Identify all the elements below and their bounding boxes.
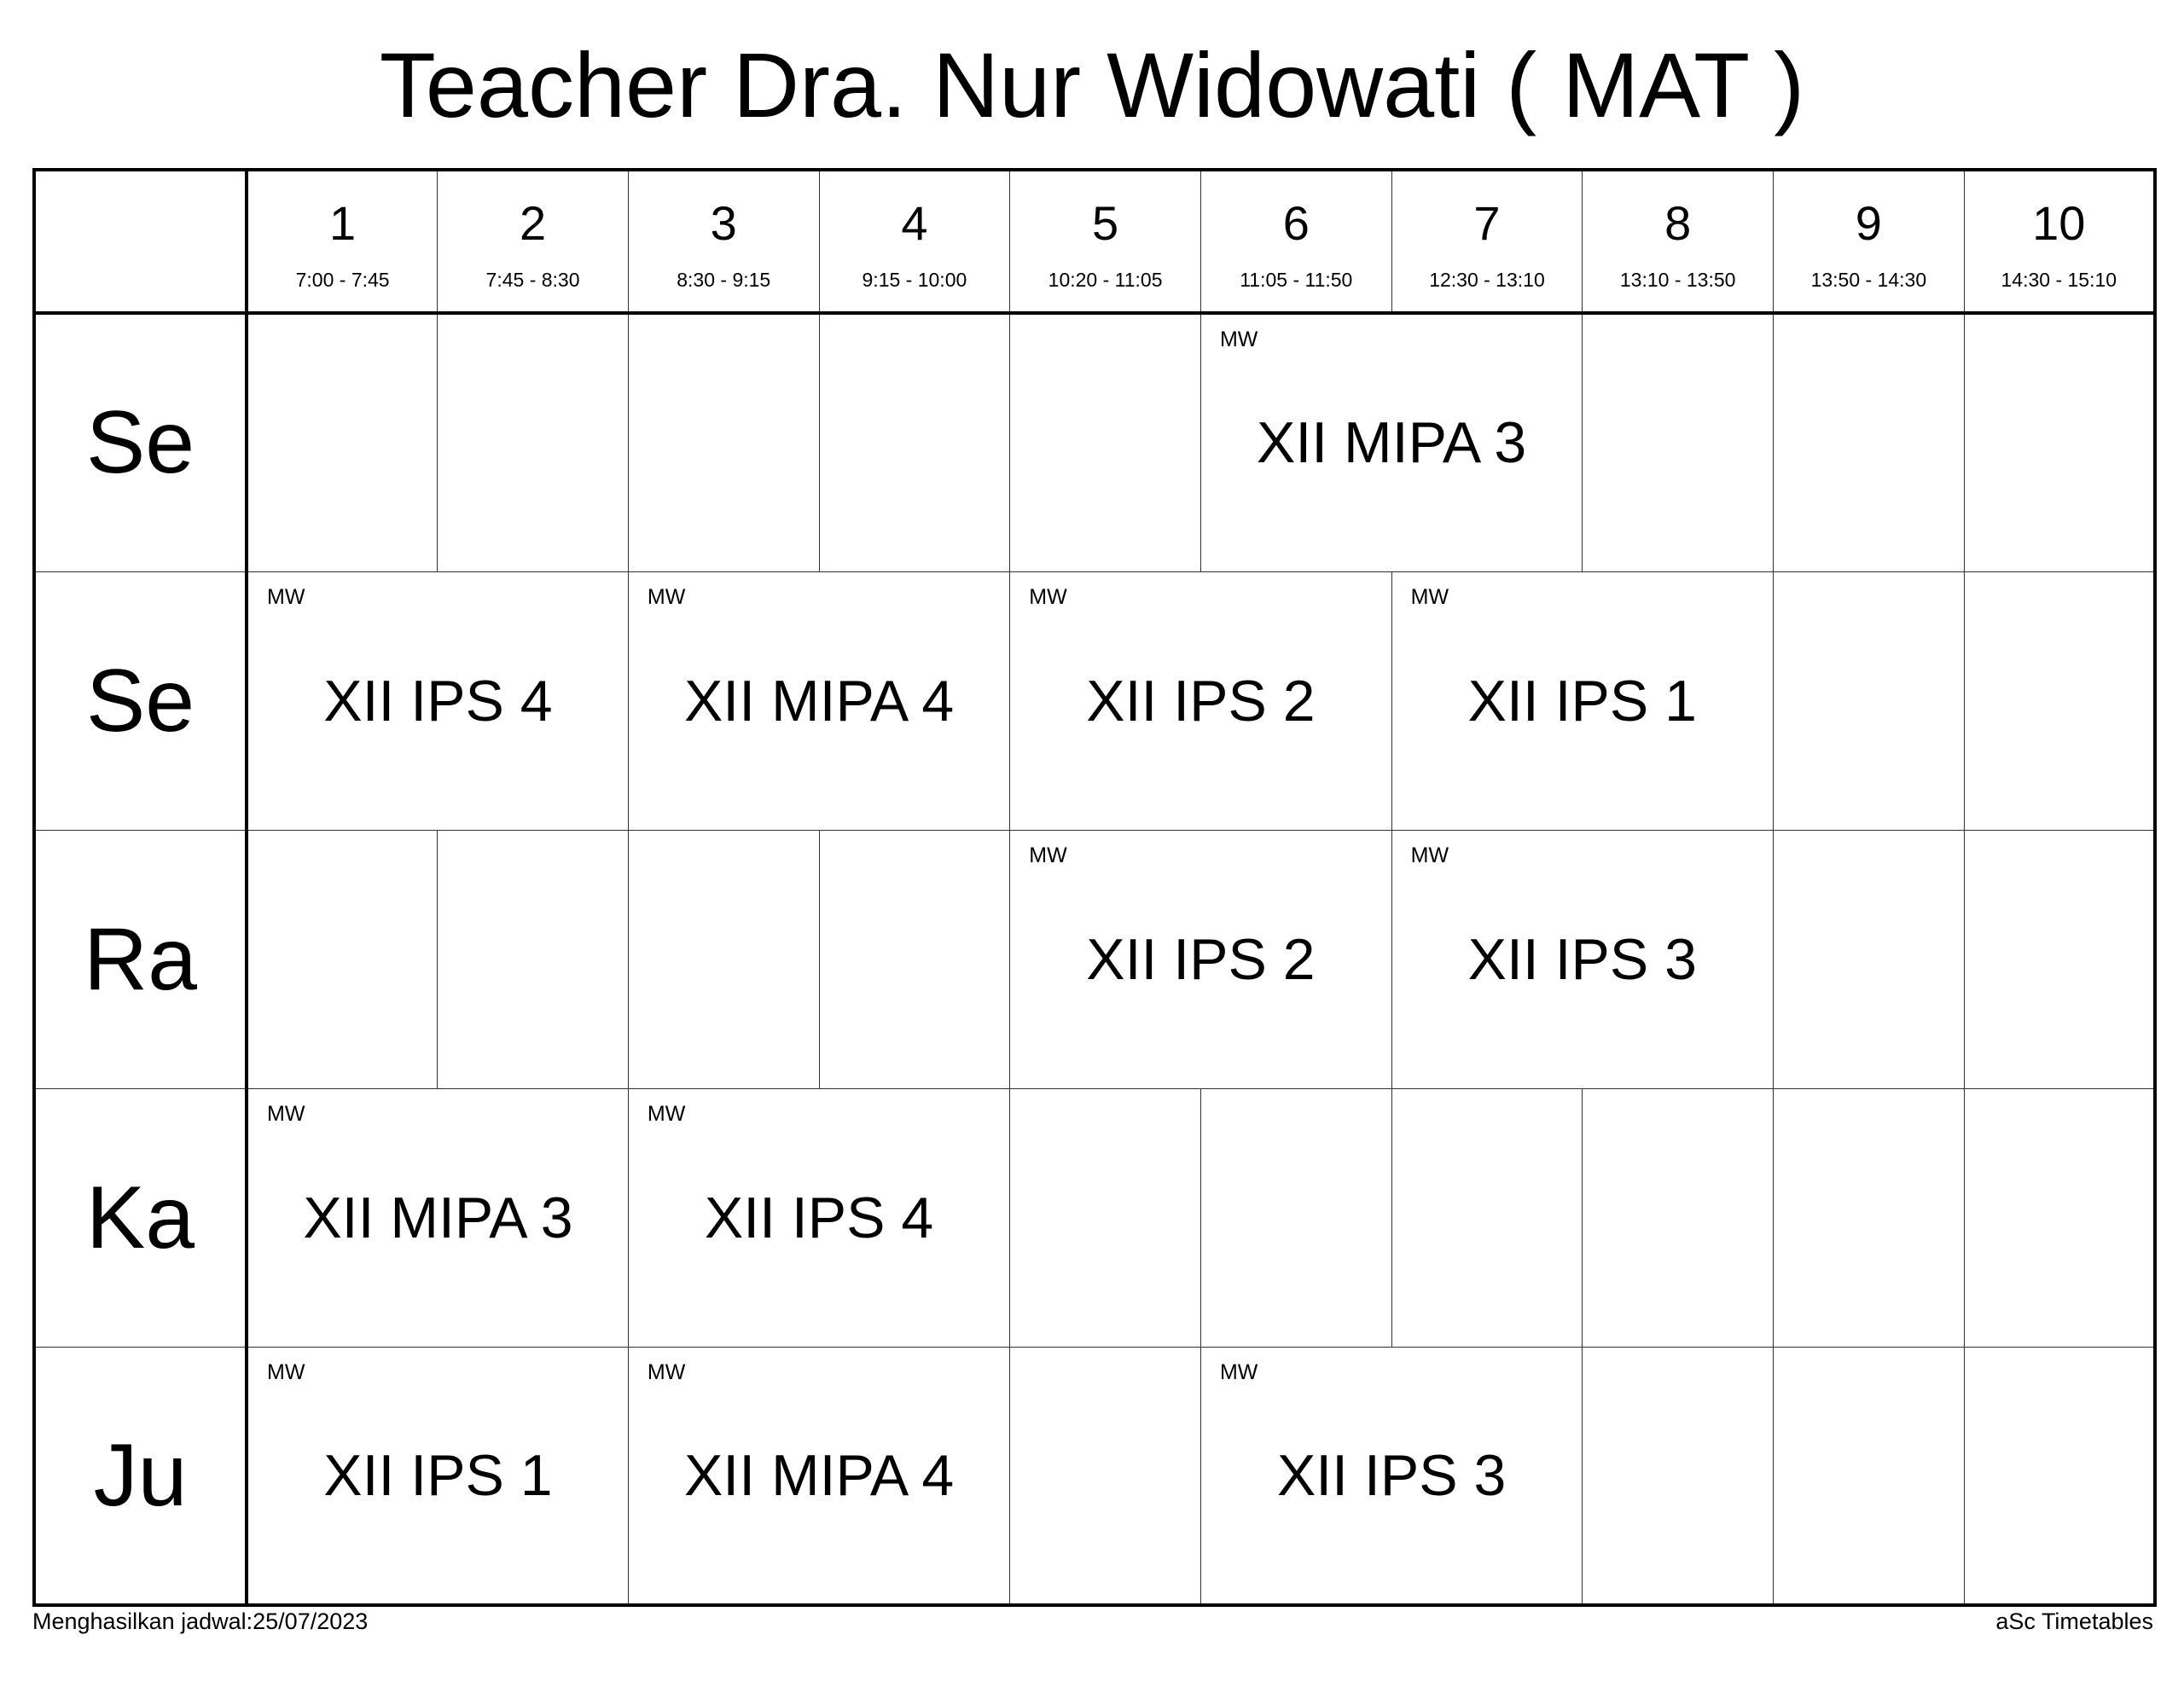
lesson-tag: MW xyxy=(647,584,686,609)
period-header-10 xyxy=(1964,170,2155,313)
lesson-cell[interactable] xyxy=(1010,571,1391,830)
period-time: 7:00 - 7:45 xyxy=(295,269,390,291)
empty-slot xyxy=(1964,830,2155,1088)
lesson-cell[interactable] xyxy=(247,1088,628,1347)
period-header-1 xyxy=(247,170,438,313)
corner-cell xyxy=(34,170,247,313)
lesson-class: XII IPS 4 xyxy=(704,1185,934,1250)
empty-slot xyxy=(628,313,819,571)
day-label: Se xyxy=(85,651,195,751)
period-number: 2 xyxy=(519,196,547,250)
generated-date: Menghasilkan jadwal:25/07/2023 xyxy=(32,1609,369,1634)
lesson-tag: MW xyxy=(267,584,305,609)
day-label: Se xyxy=(85,393,195,493)
empty-slot xyxy=(1583,313,1774,571)
day-cell xyxy=(34,571,247,830)
day-row xyxy=(34,313,2155,571)
lesson-cell[interactable] xyxy=(1010,830,1391,1088)
period-time: 12:30 - 13:10 xyxy=(1429,269,1545,291)
lesson-cell[interactable] xyxy=(1200,1347,1582,1605)
day-label: Ra xyxy=(84,909,197,1009)
lesson-cell[interactable] xyxy=(1391,830,1773,1088)
empty-slot xyxy=(1010,1347,1201,1605)
empty-slot xyxy=(1774,571,1965,830)
lesson-class: XII IPS 1 xyxy=(1467,668,1697,733)
period-header-6 xyxy=(1200,170,1391,313)
lesson-cell[interactable] xyxy=(1391,571,1773,830)
period-header-3 xyxy=(628,170,819,313)
day-label: Ka xyxy=(85,1168,195,1267)
lesson-class: XII MIPA 4 xyxy=(683,1442,955,1508)
day-row xyxy=(34,1347,2155,1605)
period-time: 13:10 - 13:50 xyxy=(1619,269,1736,291)
lesson-cell[interactable] xyxy=(628,571,1009,830)
period-time: 9:15 - 10:00 xyxy=(862,269,967,291)
empty-slot xyxy=(819,313,1010,571)
period-header-7 xyxy=(1391,170,1583,313)
lesson-class: XII MIPA 3 xyxy=(303,1185,573,1250)
lesson-class: XII IPS 3 xyxy=(1276,1442,1507,1508)
empty-slot xyxy=(1583,1088,1774,1347)
lesson-tag: MW xyxy=(1029,584,1067,609)
timetable-grid xyxy=(32,168,2157,1607)
day-cell xyxy=(34,313,247,571)
lesson-tag: MW xyxy=(1219,328,1258,351)
period-header-row xyxy=(34,170,2155,313)
lesson-class: XII IPS 2 xyxy=(1086,926,1316,992)
period-number: 8 xyxy=(1664,196,1692,250)
period-number: 7 xyxy=(1473,196,1501,250)
lesson-cell[interactable] xyxy=(628,1347,1009,1605)
lesson-tag: MW xyxy=(647,1359,686,1384)
lesson-cell[interactable] xyxy=(1200,313,1582,571)
lesson-tag: MW xyxy=(1029,843,1067,867)
lesson-class: XII IPS 3 xyxy=(1467,926,1697,992)
period-number: 9 xyxy=(1855,196,1882,250)
empty-slot xyxy=(1010,313,1201,571)
empty-slot xyxy=(1010,1088,1201,1347)
empty-slot xyxy=(1774,1088,1965,1347)
day-row xyxy=(34,830,2155,1088)
day-cell xyxy=(34,1347,247,1605)
lesson-tag: MW xyxy=(1410,584,1449,609)
lesson-class: XII IPS 4 xyxy=(323,668,553,733)
empty-slot xyxy=(1964,313,2155,571)
empty-slot xyxy=(247,313,438,571)
period-time: 8:30 - 9:15 xyxy=(677,269,771,291)
lesson-cell[interactable] xyxy=(247,1347,628,1605)
period-time: 7:45 - 8:30 xyxy=(485,269,580,291)
empty-slot xyxy=(1391,1088,1583,1347)
empty-slot xyxy=(1964,571,2155,830)
empty-slot xyxy=(1774,1347,1965,1605)
empty-slot xyxy=(1964,1088,2155,1347)
empty-slot xyxy=(1964,1347,2155,1605)
empty-slot xyxy=(1200,1088,1391,1347)
empty-slot xyxy=(1774,313,1965,571)
empty-slot xyxy=(438,313,629,571)
period-number: 1 xyxy=(329,196,357,250)
day-cell xyxy=(34,830,247,1088)
period-number: 10 xyxy=(2032,196,2086,250)
empty-slot xyxy=(1774,830,1965,1088)
period-header-5 xyxy=(1010,170,1201,313)
period-time: 13:50 - 14:30 xyxy=(1810,269,1927,291)
period-time: 14:30 - 15:10 xyxy=(2001,269,2117,291)
day-row xyxy=(34,1088,2155,1347)
lesson-tag: MW xyxy=(1219,1359,1258,1384)
empty-slot xyxy=(1583,1347,1774,1605)
day-row xyxy=(34,571,2155,830)
period-number: 4 xyxy=(901,196,928,250)
lesson-class: XII MIPA 4 xyxy=(683,668,955,733)
lesson-cell[interactable] xyxy=(247,571,628,830)
empty-slot xyxy=(247,830,438,1088)
period-time: 10:20 - 11:05 xyxy=(1048,269,1163,291)
period-header-8 xyxy=(1583,170,1774,313)
period-number: 6 xyxy=(1282,196,1310,250)
period-header-2 xyxy=(438,170,629,313)
lesson-class: XII IPS 2 xyxy=(1086,668,1316,733)
empty-slot xyxy=(438,830,629,1088)
period-header-4 xyxy=(819,170,1010,313)
period-number: 5 xyxy=(1092,196,1119,250)
period-time: 11:05 - 11:50 xyxy=(1240,269,1353,291)
day-label: Ju xyxy=(93,1425,188,1525)
period-number: 3 xyxy=(710,196,737,250)
lesson-class: XII IPS 1 xyxy=(323,1442,553,1508)
empty-slot xyxy=(628,830,819,1088)
day-cell xyxy=(34,1088,247,1347)
period-header-9 xyxy=(1774,170,1965,313)
lesson-class: XII MIPA 3 xyxy=(1257,410,1527,476)
empty-slot xyxy=(819,830,1010,1088)
lesson-tag: MW xyxy=(267,1101,305,1126)
page-title: Teacher Dra. Nur Widowati ( MAT ) xyxy=(379,33,1805,136)
app-brand: aSc Timetables xyxy=(1995,1609,2153,1634)
lesson-cell[interactable] xyxy=(628,1088,1009,1347)
lesson-tag: MW xyxy=(1410,843,1449,867)
lesson-tag: MW xyxy=(267,1359,305,1384)
lesson-tag: MW xyxy=(647,1101,686,1126)
